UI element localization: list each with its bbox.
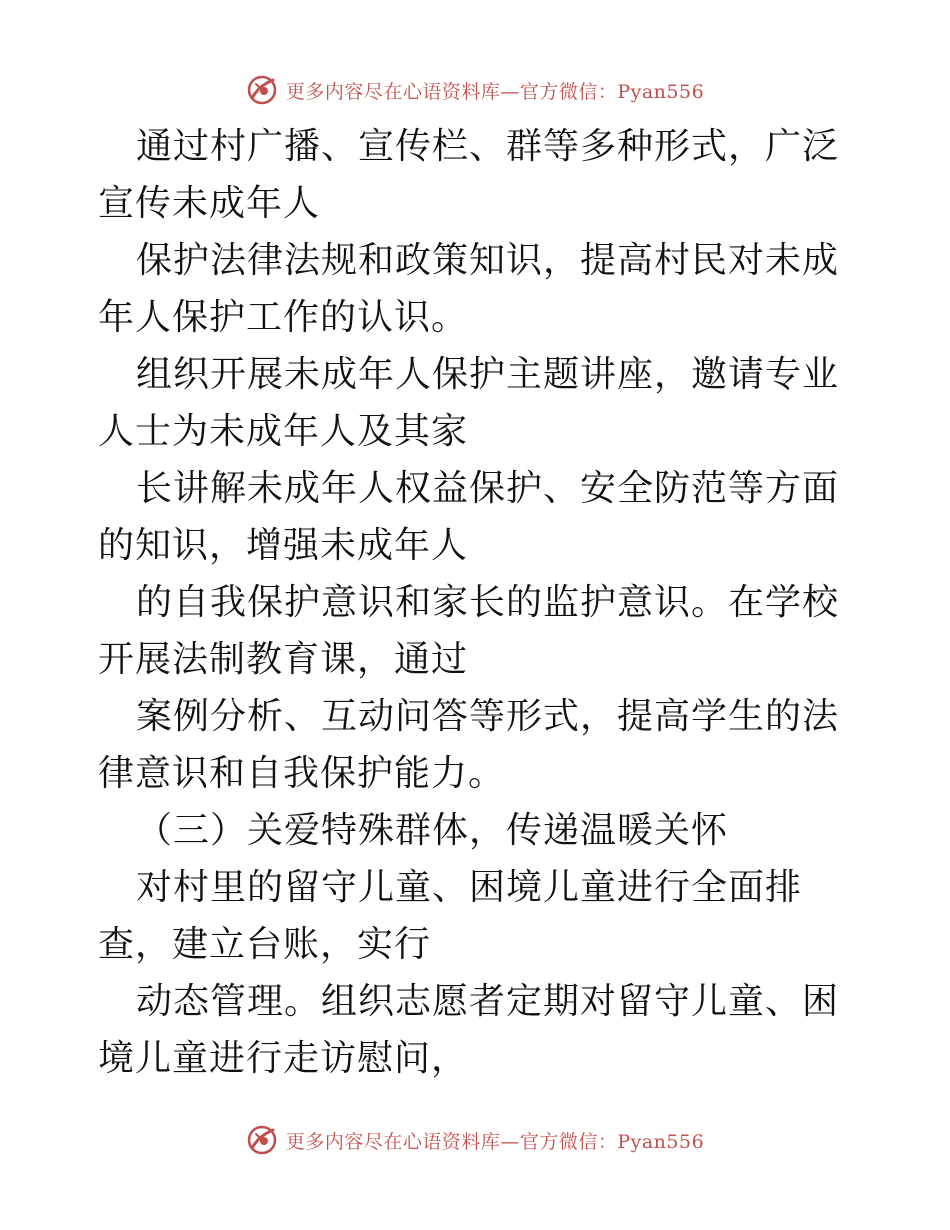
paragraph-2: 保护法律法规和政策知识，提高村民对未成年人保护工作的认识。 (98, 240, 840, 338)
paragraph-3: 组织开展未成年人保护主题讲座，邀请专业人士为未成年人及其家 (98, 354, 840, 452)
paragraph-8: 动态管理。组织志愿者定期对留守儿童、困境儿童进行走访慰问， (98, 981, 840, 1079)
seal-logo-icon (246, 74, 278, 106)
document-body (98, 118, 858, 1087)
header-watermark (0, 70, 950, 110)
footer-watermark (0, 1120, 950, 1160)
footer-watermark-text: 更多内容尽在心语资料库—官方微信：Pyan556 (285, 1130, 705, 1153)
seal-logo-icon (246, 1124, 278, 1156)
paragraph-7: 对村里的留守儿童、困境儿童进行全面排查，建立台账，实行 (98, 867, 803, 965)
paragraph-5: 的自我保护意识和家长的监护意识。在学校开展法制教育课，通过 (98, 582, 840, 680)
paragraph-1: 通过村广播、宣传栏、群等多种形式，广泛宣传未成年人 (98, 126, 840, 224)
section-heading: （三）关爱特殊群体，传递温暖关怀 (136, 810, 729, 851)
paragraph-4: 长讲解未成年人权益保护、安全防范等方面的知识，增强未成年人 (98, 468, 840, 566)
header-watermark-text: 更多内容尽在心语资料库—官方微信：Pyan556 (285, 80, 705, 103)
paragraph-6: 案例分析、互动问答等形式，提高学生的法律意识和自我保护能力。 (98, 696, 840, 794)
